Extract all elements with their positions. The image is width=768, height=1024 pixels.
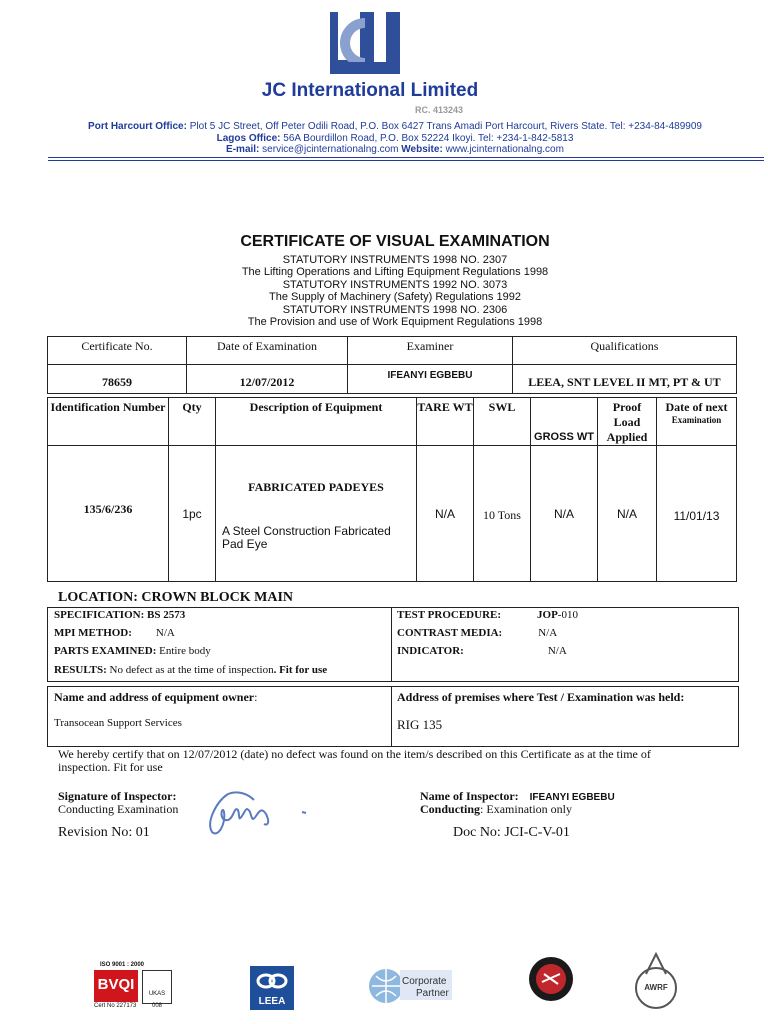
mpi-method: MPI METHOD: N/A <box>54 627 175 639</box>
spec-divider <box>391 608 392 681</box>
parts-examined: PARTS EXAMINED: Entire body <box>54 645 211 657</box>
website-link[interactable]: www.jcinternationalng.com <box>445 144 564 155</box>
port-harcourt-address: Port Harcourt Office: Plot 5 JC Street, Off Peter Odili Road, P.O. Box 6427 Trans Amadi Port Harcourt, Rivers State. Tel: +234-84-489909 <box>88 121 702 132</box>
header-identification: Identification Number <box>48 398 169 446</box>
results: RESULTS: No defect as at the time of inspection. Fit for use <box>54 664 328 676</box>
header-proof-load: Proof Load Applied <box>598 398 657 446</box>
header-examination: Examination <box>671 415 722 425</box>
chain-icon <box>256 970 288 992</box>
header-date-of-next-line1: Date of next <box>665 400 728 414</box>
signature-sub: Conducting Examination <box>58 802 179 816</box>
header-divider-2 <box>48 160 764 161</box>
document-number: Doc No: JCI-C-V-01 <box>453 825 570 840</box>
inspector-name-row: Name of Inspector: IFEANYI EGBEBU <box>420 789 615 803</box>
equipment-table <box>47 397 737 582</box>
statute-line: The Supply of Machinery (Safety) Regulations 1992 <box>269 291 521 304</box>
inspector-signature <box>198 782 328 840</box>
header-description: Description of Equipment <box>216 398 417 446</box>
quantity: 1pc <box>169 446 216 582</box>
specification-box <box>47 607 739 682</box>
identification-number: 135/6/236 <box>48 446 169 582</box>
certification-statement <box>58 748 718 774</box>
email-link[interactable]: service@jcinternationalng.com <box>262 144 399 155</box>
statute-line: STATUTORY INSTRUMENTS 1998 NO. 2306 <box>282 303 508 316</box>
header-date-of-next <box>657 398 737 446</box>
summary-table <box>47 336 737 394</box>
rc-number: RC. 413243 <box>415 105 464 115</box>
certify-line-2: inspection. Fit for use <box>58 760 163 774</box>
header-qualifications: Qualifications <box>513 337 737 365</box>
statute-line: The Lifting Operations and Lifting Equipment Regulations 1998 <box>241 266 549 279</box>
header-gross-wt: GROSS WT <box>531 398 598 446</box>
header-swl: SWL <box>474 398 531 446</box>
statute-line: STATUTORY INSTRUMENTS 1992 NO. 3073 <box>282 278 508 291</box>
awrf-emblem-icon <box>632 952 680 1010</box>
owner-box <box>47 686 739 747</box>
tare-wt-value: N/A <box>417 446 474 582</box>
statute-line: STATUTORY INSTRUMENTS 1998 NO. 2307 <box>282 254 508 266</box>
company-name: JC International Limited <box>261 80 479 101</box>
header-qty: Qty <box>169 398 216 446</box>
item-description: A Steel Construction Fabricated Pad Eye <box>222 524 391 551</box>
company-logo <box>330 12 400 74</box>
premises-label: Address of premises where Test / Examination was held: <box>397 690 685 704</box>
qualifications-value: LEEA, SNT LEVEL II MT, PT & UT <box>513 365 737 394</box>
certificate-title: CERTIFICATE OF VISUAL EXAMINATION <box>240 233 550 250</box>
lagos-address: Lagos Office: 56A Bourdillon Road, P.O. Box 52224 Ikoyi. Tel: +234-1-842-5813 <box>216 133 574 144</box>
statutory-list <box>0 254 768 328</box>
gross-wt-value: N/A <box>531 446 598 582</box>
description-cell <box>216 446 417 582</box>
bvqi-badge: BVQI <box>94 970 138 1002</box>
owner-label: Name and address of equipment owner: <box>54 690 258 704</box>
association-seal-logo <box>528 956 574 1002</box>
owner-divider <box>391 687 392 746</box>
indicator: INDICATOR: N/A <box>397 645 567 657</box>
contact-line: E-mail: service@jcinternationalng.com Website: www.jcinternationalng.com <box>226 144 564 155</box>
test-procedure: TEST PROCEDURE: JOP-010 <box>397 609 578 621</box>
inspector-name: IFEANYI EGBEBU <box>529 792 615 803</box>
specification: SPECIFICATION: BS 2573 <box>54 609 186 621</box>
iso-certification-logo: ISO 9001 : 2000 BVQI UKAS Cert No 227173 008 <box>94 962 178 1010</box>
ukas-badge: UKAS <box>142 970 172 1004</box>
item-title: FABRICATED PADEYES <box>248 480 384 494</box>
header-date-of-examination: Date of Examination <box>187 337 348 365</box>
owner-value: Transocean Support Services <box>54 717 182 729</box>
revision-number: Revision No: 01 <box>58 825 150 840</box>
signature-label: Signature of Inspector: <box>58 789 177 803</box>
certify-line-1: We hereby certify that on 12/07/2012 (date) no defect was found on the item/s described on this Certificate as at the time of <box>58 747 651 761</box>
header-divider <box>48 157 764 158</box>
location: LOCATION: CROWN BLOCK MAIN <box>58 590 294 605</box>
leea-logo: LEEA <box>250 966 294 1010</box>
contrast-media: CONTRAST MEDIA: N/A <box>397 627 558 639</box>
swl-value: 10 Tons <box>474 446 531 582</box>
header-examiner: Examiner <box>348 337 513 365</box>
examination-date: 12/07/2012 <box>187 365 348 394</box>
next-examination-date: 11/01/13 <box>657 446 737 582</box>
conducting: Conducting: Examination only <box>420 802 573 816</box>
header-certificate-no: Certificate No. <box>48 337 187 365</box>
certificate-number: 78659 <box>48 365 187 394</box>
proof-load-value: N/A <box>598 446 657 582</box>
header-tare-wt: TARE WT <box>417 398 474 446</box>
examiner-name: IFEANYI EGBEBU <box>348 365 513 394</box>
awrf-logo: AWRF <box>632 952 680 1010</box>
premises-value: RIG 135 <box>397 717 443 732</box>
statute-line: The Provision and use of Work Equipment Regulations 1998 <box>247 316 543 329</box>
corporate-partner-logo: Corporate Partner <box>366 966 456 1010</box>
